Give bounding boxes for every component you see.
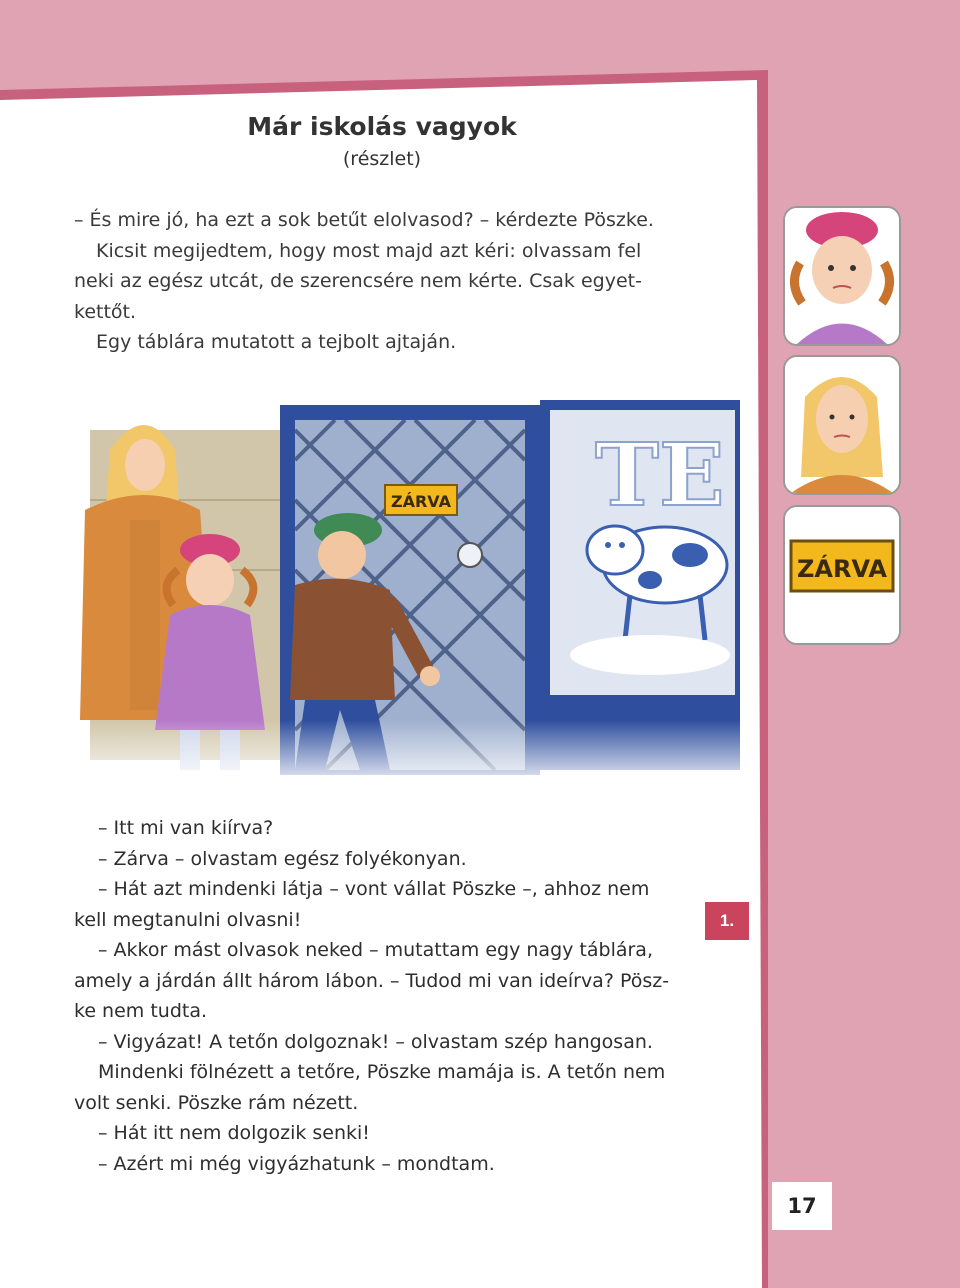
story-line: Mindenki fölnézett a tetőre, Pöszke mamája is. A tetőn nem xyxy=(98,1061,666,1083)
intro-line: neki az egész utcát, de szerencsére nem kérte. Csak egyet- xyxy=(74,270,642,292)
story-line: – Itt mi van kiírva? xyxy=(98,817,274,839)
window-lettering: TE xyxy=(595,425,725,526)
thumbnail-sign-text: ZÁRVA xyxy=(797,555,887,583)
closed-sign-picture xyxy=(785,507,899,643)
intro-text xyxy=(74,205,704,358)
intro-line: kettőt. xyxy=(74,300,137,323)
story-line: ke nem tudta. xyxy=(74,1000,208,1022)
intro-line: Egy táblára mutatott a tejbolt ajtaján. xyxy=(96,331,457,353)
page-number: 17 xyxy=(772,1182,832,1230)
thumbnail-closed-sign xyxy=(783,505,901,645)
story-line: volt senki. Pöszke rám nézett. xyxy=(74,1091,359,1114)
chapter-badge: 1. xyxy=(705,902,749,940)
mother-portrait xyxy=(785,357,899,493)
thumbnail-mother xyxy=(783,355,901,495)
story-line: amely a járdán állt három lábon. – Tudod mi van ideírva? Pösz- xyxy=(74,969,670,992)
story-line: – Zárva – olvastam egész folyékonyan. xyxy=(98,847,467,870)
shop-scene-illustration xyxy=(50,390,750,790)
page-title: Már iskolás vagyok xyxy=(247,112,517,141)
story-line: – Azért mi még vigyázhatunk – mondtam. xyxy=(98,1152,495,1175)
girl-portrait xyxy=(785,208,899,344)
story-text xyxy=(74,813,704,1179)
story-line: kell megtanulni olvasni! xyxy=(74,908,302,931)
story-line: – Hát itt nem dolgozik senki! xyxy=(98,1122,370,1144)
intro-line: – És mire jó, ha ezt a sok betűt elolvasod? – kérdezte Pöszke. xyxy=(74,209,654,231)
story-line: – Hát azt mindenki látja – vont vállat Pöszke –, ahhoz nem xyxy=(98,878,650,900)
story-line: – Vigyázat! A tetőn dolgoznak! – olvastam szép hangosan. xyxy=(98,1030,653,1053)
door-sign-text: ZÁRVA xyxy=(391,492,451,511)
intro-line: Kicsit megijedtem, hogy most majd azt kéri: olvassam fel xyxy=(96,239,642,262)
thumbnail-girl xyxy=(783,206,901,346)
story-line: – Akkor mást olvasok neked – mutattam egy nagy táblára, xyxy=(98,939,653,961)
page-subtitle: (részlet) xyxy=(342,148,422,170)
